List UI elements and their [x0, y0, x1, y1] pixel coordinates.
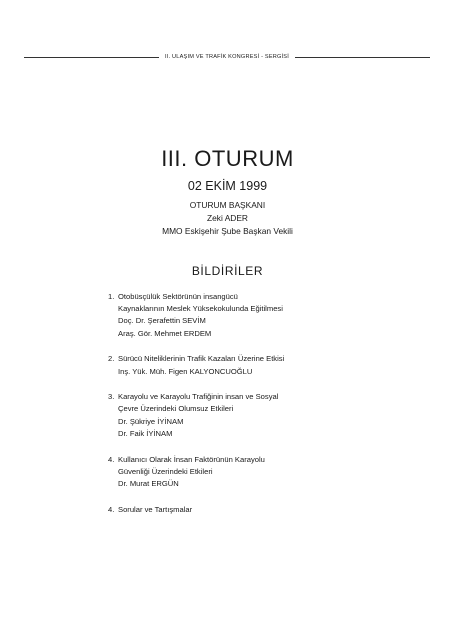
session-date: 02 EKİM 1999	[187, 179, 268, 193]
paper-title-line: Kaynaklarının Meslek Yüksekokulunda Eğitilmesi	[118, 304, 283, 314]
paper-author: Araş. Gör. Mehmet ERDEM	[118, 328, 212, 338]
paper-author: Dr. Murat ERGÜN	[118, 478, 179, 488]
running-header	[24, 54, 430, 60]
paper-title-line: Sürücü Niteliklerinin Trafik Kazaları Üzerine Etkisi	[118, 354, 285, 364]
papers-list	[108, 291, 408, 529]
chair-heading: OTURUM BAŞKANI	[189, 200, 266, 210]
paper-author: Dr. Faik İYİNAM	[118, 428, 173, 438]
session-title: III. OTURUM	[161, 146, 294, 171]
header-rule-left	[24, 57, 159, 58]
paper-item	[108, 454, 408, 491]
chair-name: Zeki ADER	[207, 213, 248, 223]
header-rule-right	[295, 57, 430, 58]
paper-title-line: Sorular ve Tartışmalar	[118, 504, 193, 514]
paper-item	[108, 353, 408, 377]
paper-title-line: Kullanıcı Olarak İnsan Faktörünün Karayolu	[118, 454, 265, 464]
paper-number: 4.	[108, 504, 115, 514]
paper-title-line: Karayolu ve Karayolu Trafiğinin insan ve Sosyal	[118, 392, 279, 402]
paper-item	[108, 391, 408, 440]
header-text: II. ULAŞIM VE TRAFİK KONGRESİ - SERGİSİ	[165, 54, 289, 60]
paper-author: Inş. Yük. Müh. Figen KALYONCUOĞLU	[118, 366, 253, 376]
paper-number: 2.	[108, 354, 115, 364]
chair-role: MMO Eskişehir Şube Başkan Vekili	[162, 226, 293, 236]
paper-title-line: Otobüsçülük Sektörünün insangücü	[118, 292, 238, 301]
paper-number: 3.	[108, 392, 115, 402]
paper-author: Dr. Şükriye İYİNAM	[118, 416, 184, 426]
paper-number: 1.	[108, 292, 115, 301]
paper-number: 4.	[108, 454, 115, 464]
paper-title-line: Çevre Üzerindeki Olumsuz Etkileri	[118, 404, 234, 414]
papers-heading: BİLDİRİLER	[191, 264, 264, 278]
paper-item	[108, 504, 408, 516]
paper-title-line: Güvenliği Üzerindeki Etkileri	[118, 466, 213, 476]
paper-author: Doç. Dr. Şerafettin SEVİM	[118, 316, 206, 326]
session-chair-block	[0, 199, 455, 238]
paper-item	[108, 291, 408, 340]
